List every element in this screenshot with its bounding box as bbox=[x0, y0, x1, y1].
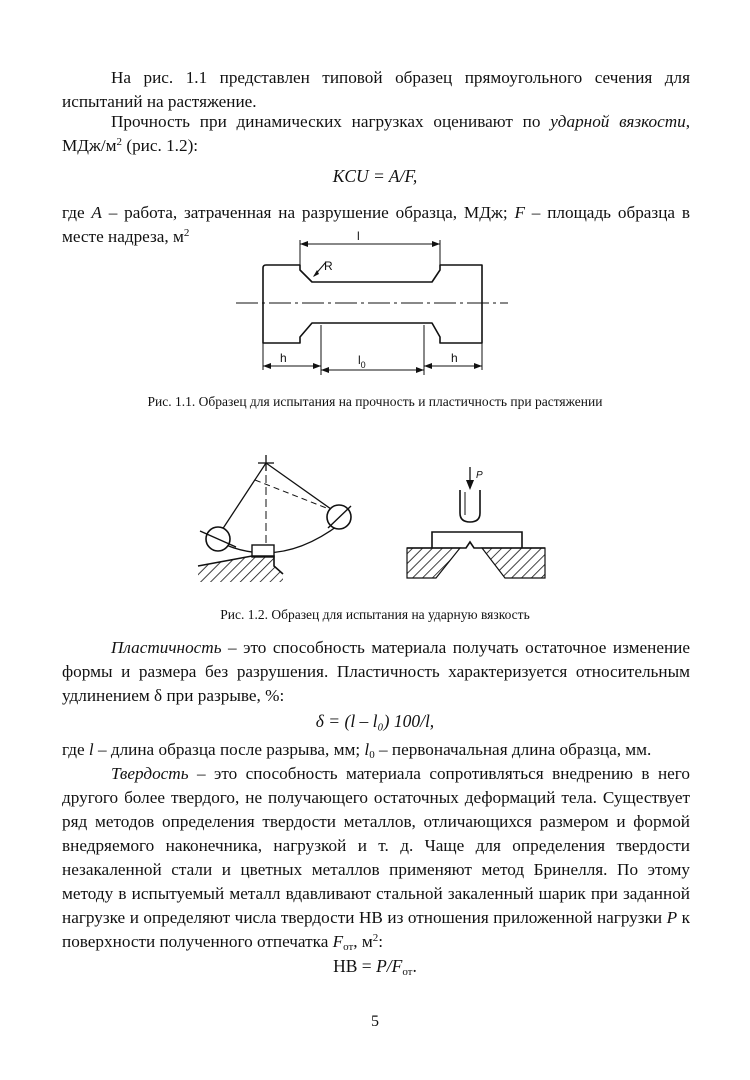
text-run: где bbox=[62, 203, 92, 222]
formula-kcu: KCU = A/F, bbox=[332, 166, 418, 186]
dim-label-l: l bbox=[357, 229, 360, 243]
subscript: от bbox=[402, 966, 413, 978]
text-run: – первоначальная длина образца, мм. bbox=[374, 740, 652, 759]
subscript: от bbox=[343, 941, 354, 953]
paragraph-plasticity bbox=[62, 636, 690, 708]
superscript: 2 bbox=[183, 227, 190, 239]
var-p: P bbox=[666, 908, 678, 927]
dim-label-h-left: h bbox=[280, 351, 287, 365]
text-run: Прочность при динамических нагрузках оценивают по bbox=[111, 112, 551, 131]
text-run: (рис. 1.2): bbox=[122, 136, 199, 155]
superscript: 2 bbox=[116, 136, 123, 148]
var-f-ot: F bbox=[332, 932, 344, 951]
var-l: l bbox=[88, 740, 94, 759]
text-run: – площадь образца в месте надреза, м bbox=[62, 203, 690, 246]
term-hardness: Твердость bbox=[111, 764, 189, 783]
var-a: A bbox=[91, 203, 102, 222]
text-run: – длина образца после разрыва, мм; bbox=[93, 740, 365, 759]
superscript: 2 bbox=[372, 932, 379, 944]
paragraph-hardness bbox=[62, 762, 690, 954]
dim-label-l0-main: l bbox=[358, 353, 361, 367]
pendulum-diagram bbox=[198, 455, 351, 582]
caption-figure-1-2: Рис. 1.2. Образец для испытания на ударную вязкость bbox=[220, 607, 530, 622]
dim-label-l0-sub: 0 bbox=[360, 360, 366, 370]
var-l0: l bbox=[364, 740, 370, 759]
dim-label-r: R bbox=[324, 259, 333, 273]
text-run: – работа, затраченная на разрушение образца, МДж; bbox=[101, 203, 515, 222]
text-run: , м bbox=[353, 932, 373, 951]
subscript: 0 bbox=[369, 749, 375, 761]
text-run: – это способность материала получать остаточное изменение формы и размера без разрушения. Пластичность характеризуется относительным удлинением δ при разрыве, %: bbox=[62, 638, 690, 705]
text-run: к поверхности полученного отпечатка bbox=[62, 908, 691, 951]
paragraph-elongation-definitions bbox=[62, 738, 690, 762]
formula-elongation: δ = (l – l₀) 100/l, bbox=[315, 711, 435, 731]
force-label-p: P bbox=[476, 470, 483, 481]
text-run: , МДж/м bbox=[62, 112, 690, 155]
text-run: где bbox=[62, 740, 89, 759]
text-run: НВ = bbox=[333, 956, 377, 976]
text-run: . bbox=[412, 956, 417, 976]
formula-brinell bbox=[0, 956, 750, 977]
formula-pf: P/F bbox=[376, 956, 403, 976]
text-run: : bbox=[378, 932, 384, 951]
paragraph-intro: На рис. 1.1 представлен типовой образец прямоугольного сечения для испытаний на растяжение. bbox=[62, 68, 690, 111]
caption-figure-1-1: Рис. 1.1. Образец для испытания на прочность и пластичность при растяжении bbox=[147, 394, 603, 409]
var-f: F bbox=[514, 203, 525, 222]
term-plasticity: Пластичность bbox=[111, 638, 222, 657]
indenter-diagram bbox=[407, 467, 545, 578]
dim-label-h-right: h bbox=[451, 351, 458, 365]
text-run: – это способность материала сопротивляться внедрению в него другого более твердого, не получающего остаточных деформаций тела. Существует ряд методов определения твердости металлов, отличающихся размером и формой внедряемого наконечника, нагрузкой и т. д. Чаще для определения твердости незакаленной стали и цветных металлов применяют метод Бринелля. По этому методу в испытуемый металл вдавливают стальной закаленный шарик при заданной нагрузке и определяют числа твердости НВ из отношения приложенной нагрузки bbox=[62, 764, 690, 927]
term-impact-toughness: ударной вязкости bbox=[550, 112, 686, 131]
page-number: 5 bbox=[371, 1013, 379, 1030]
